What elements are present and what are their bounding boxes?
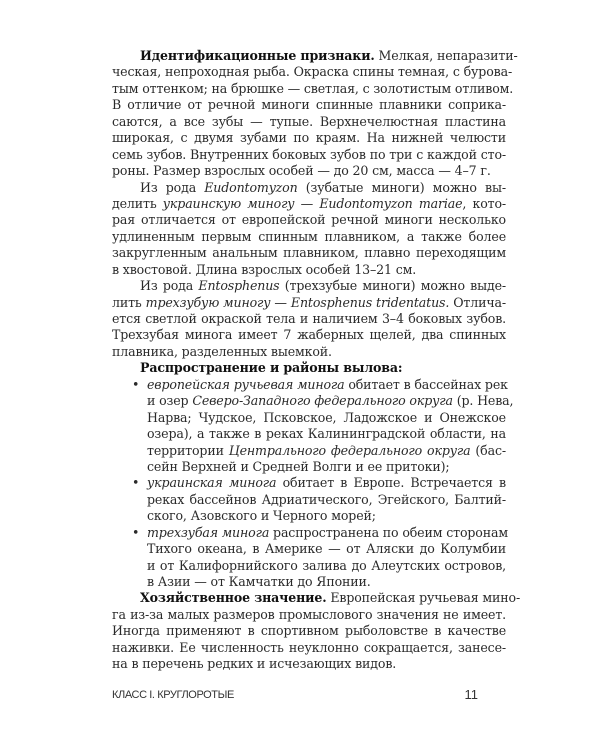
text-run: обитает в бассейнах рек <box>344 376 508 392</box>
text-run: (р. Нева, <box>452 393 514 409</box>
text-run: территории <box>147 442 229 458</box>
text-line <box>112 295 506 311</box>
paragraph <box>112 48 518 180</box>
bold-run: Распространение и районы вылова: <box>140 360 403 376</box>
text-line <box>112 229 506 245</box>
text-run: Европейская ручьевая мино- <box>326 590 521 606</box>
text-run: рая отличается от европейской речной миноги несколько <box>112 212 506 228</box>
text-line <box>112 245 506 261</box>
italic-run: Entosphenus <box>198 278 280 294</box>
text-run: ского, Азовского и Черного морей; <box>147 508 376 524</box>
text-line <box>112 114 506 130</box>
text-line <box>112 48 518 64</box>
text-run: (зубатые миноги) можно вы- <box>297 179 506 195</box>
text-run: распространена по обеим сторонам <box>269 524 508 540</box>
text-run: реках бассейнов Адриатического, Эгейского, Балтий- <box>147 491 506 507</box>
bold-run: Идентификационные признаки. <box>140 48 375 63</box>
text-run: сейн Верхней и Средней Волги и ее притоки); <box>147 458 450 474</box>
text-run: семь зубов. Внутренних боковых зубов по три с каждой сто- <box>112 146 506 162</box>
paragraph <box>112 360 506 376</box>
text-run: озера), а также в реках Калининградской области, на <box>147 426 506 442</box>
text-line <box>112 475 506 491</box>
bullet-icon: • <box>132 475 140 491</box>
text-line <box>112 640 506 656</box>
text-run: Из рода <box>140 278 199 294</box>
italic-run: европейская ручьевая минога <box>147 376 345 392</box>
text-line <box>112 426 506 442</box>
bullet-item <box>112 376 514 476</box>
text-line <box>112 327 506 343</box>
text-line <box>112 311 506 327</box>
text-run: Отлича- <box>449 294 506 310</box>
bullet-icon: • <box>132 376 140 392</box>
italic-run: украинскую миногу — Eudontomyzon mariae <box>162 195 463 211</box>
text-run: роны. Размер взрослых особей — до 20 см, масса — 4–7 г. <box>112 163 491 179</box>
text-run: ческая, непроходная рыба. Окраска спины темная, с бурова- <box>112 64 513 80</box>
text-line <box>112 180 506 196</box>
text-run: Тихого океана, в Америке — от Аляски до Колумбии <box>147 541 506 557</box>
text-run: тым оттенком; на брюшке — светлая, с золотистым отливом. <box>112 80 514 96</box>
text-run: и озер <box>147 393 193 409</box>
text-run: наживки. Ее численность неуклонно сокращается, занесе- <box>112 639 506 655</box>
text-line <box>112 130 506 146</box>
text-line <box>112 525 506 541</box>
text-line <box>112 541 506 557</box>
running-head: КЛАСС I. КРУГЛОРОТЫЕ <box>112 689 234 701</box>
italic-run: украинская минога <box>147 475 277 491</box>
italic-run: Eudontomyzon <box>204 179 298 195</box>
text-run: широкая, с двумя зубами по краям. На нижней челюсти <box>112 130 506 146</box>
bullet-item <box>112 525 506 591</box>
text-run: га из-за малых размеров промыслового значения не имеет. <box>112 606 506 622</box>
text-line <box>112 607 506 623</box>
text-line <box>112 492 506 508</box>
text-line <box>112 377 506 393</box>
text-line <box>112 410 506 426</box>
page-body <box>112 48 521 673</box>
page-number: 11 <box>464 687 478 702</box>
text-run: ется светлой окраской тела и наличием 3–4 боковых зубов. <box>112 311 506 326</box>
text-line <box>112 443 506 459</box>
text-line <box>112 558 506 574</box>
paragraph <box>112 180 506 279</box>
text-line <box>112 393 514 409</box>
text-run: плавника, разделенных выемкой. <box>112 343 332 359</box>
text-line <box>112 64 513 80</box>
text-run: Нарва; Чудское, Псковское, Ладожское и Онежское <box>147 409 506 425</box>
text-run: в Азии — от Камчатки до Японии. <box>147 574 371 589</box>
text-line <box>112 623 506 639</box>
page-footer <box>112 689 508 701</box>
text-line <box>112 80 514 97</box>
text-line <box>112 574 506 590</box>
text-run: (трехзубые миноги) можно выде- <box>279 278 506 294</box>
text-run: и от Калифорнийского залива до Алеутских островов, <box>147 557 506 573</box>
text-line <box>112 508 506 524</box>
text-run: (бас- <box>470 442 506 458</box>
text-run: , кото- <box>462 195 506 211</box>
text-line <box>112 360 506 376</box>
text-line <box>112 163 506 179</box>
text-run: Трехзубая минога имеет 7 жаберных щелей, два спинных <box>112 327 506 343</box>
italic-run: Центрального федерального округа <box>228 442 471 458</box>
text-line <box>112 656 506 672</box>
text-run: Мелкая, непаразити- <box>374 48 518 63</box>
text-run: лить <box>112 294 146 310</box>
bullet-icon: • <box>132 524 140 540</box>
text-line <box>112 590 521 606</box>
text-run: Из рода <box>140 179 205 195</box>
paragraph <box>112 278 506 360</box>
text-line <box>112 459 506 475</box>
italic-run: Северо-Западного федерального округа <box>192 393 453 409</box>
text-run: делить <box>112 195 163 211</box>
italic-run: трехзубая минога <box>147 524 270 540</box>
text-line <box>112 262 506 278</box>
text-line <box>112 196 506 212</box>
text-run: в хвостовой. Длина взрослых особей 13–21 см. <box>112 261 417 277</box>
text-line <box>112 278 506 294</box>
text-run: В отличие от речной миноги спинные плавники соприка- <box>112 97 506 113</box>
italic-run: трехзубую миногу — Entosphenus tridentatus. <box>145 294 450 310</box>
text-run: обитает в Европе. Встречается в <box>276 475 506 491</box>
paragraph <box>112 590 521 672</box>
text-line <box>112 344 506 360</box>
text-line <box>112 147 506 163</box>
text-run: Иногда применяют в спортивном рыболовстве в качестве <box>112 623 506 639</box>
text-run: закругленным анальным плавником, плавно переходящим <box>112 245 506 261</box>
text-run: на в перечень редких и исчезающих видов. <box>112 656 397 672</box>
text-run: саются, а все зубы — тупые. Верхнечелюстная пластина <box>112 113 506 129</box>
text-line <box>112 97 506 113</box>
text-run: удлиненным первым спинным плавником, а также более <box>112 228 506 244</box>
text-line <box>112 212 506 228</box>
bold-run: Хозяйственное значение. <box>140 590 327 606</box>
bullet-item <box>112 475 506 524</box>
